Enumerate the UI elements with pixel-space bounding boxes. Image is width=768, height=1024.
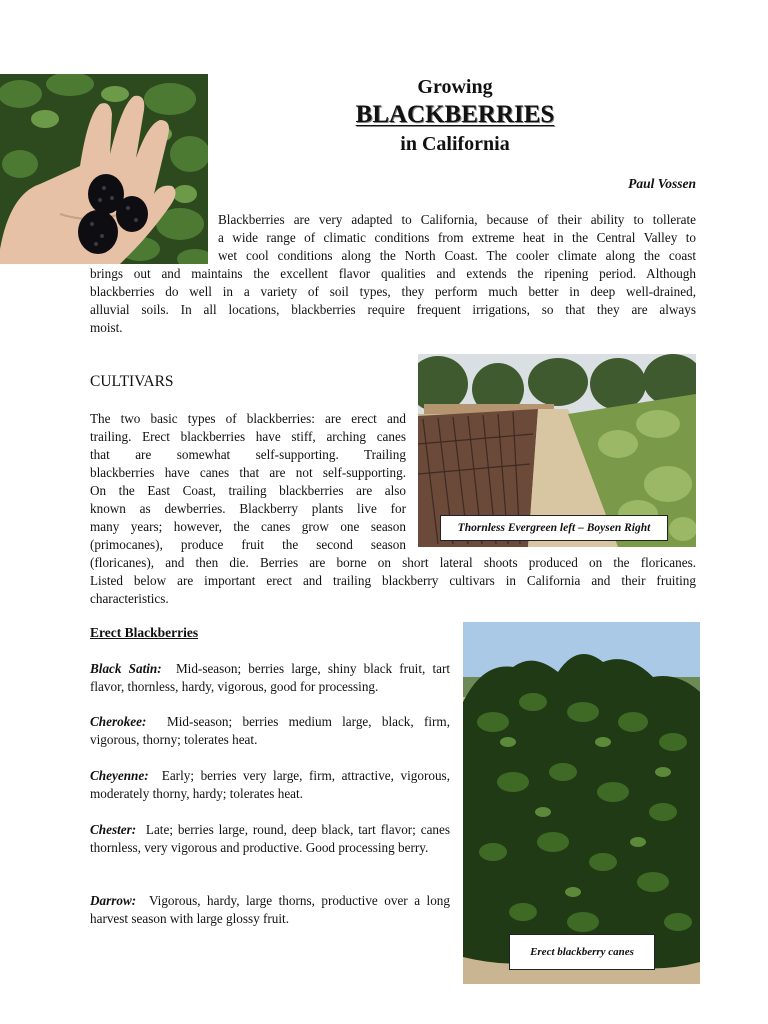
- intro-line: a wide range of climatic conditions from extreme heat in the Central Valley to: [218, 230, 696, 245]
- cultivars-line: (floricanes), and then die. Berries are borne on short lateral shoots produced on the floricanes.: [90, 555, 696, 570]
- cultivars-line: characteristics.: [90, 591, 169, 606]
- intro-line: wet cool conditions along the North Coast. The cooler climate along the coast: [218, 248, 696, 263]
- cultivars-line: The two basic types of blackberries: are erect and: [90, 411, 406, 426]
- cultivar-description: Late; berries large, round, deep black, tart flavor; canes thornless, very vigorous and productive. Good processing berry.: [90, 822, 450, 855]
- field-photo-caption: Thornless Evergreen left – Boysen Right: [440, 515, 668, 541]
- cultivar-entry: [90, 713, 450, 749]
- cultivar-description: Early; berries very large, firm, attractive, vigorous, moderately thorny, hardy; tolerates heat.: [90, 768, 450, 801]
- title-growing: Growing: [417, 76, 493, 98]
- cultivars-line: blackberries have canes that are not self-supporting.: [90, 465, 406, 480]
- erect-blackberries-heading: Erect Blackberries: [90, 625, 199, 640]
- intro-paragraph: [90, 211, 696, 337]
- intro-line: blackberries do well in a variety of soil types, they perform much better in deep well-drained,: [90, 284, 696, 299]
- erect-blackberry-canes-photo: [463, 622, 700, 984]
- intro-line: Blackberries are very adapted to California, because of their ability to tollerate: [218, 212, 696, 227]
- intro-line: moist.: [90, 320, 123, 335]
- cultivar-name: Cheyenne:: [90, 768, 149, 783]
- cultivars-line: (primocanes), produce fruit the second season: [90, 537, 406, 552]
- cultivar-name: Darrow:: [90, 893, 137, 908]
- cultivars-line: that are somewhat self-supporting. Trailing: [90, 447, 406, 462]
- cultivars-heading: CULTIVARS: [90, 373, 174, 390]
- cultivar-description: Mid-season; berries large, shiny black fruit, tart flavor, thornless, hardy, vigorous, good for processing.: [90, 661, 451, 694]
- intro-line: alluvial soils. In all locations, blackberries require frequent irrigations, so that they are always: [90, 302, 696, 317]
- cultivars-line: known as dewberries. Blackberry plants live for: [90, 501, 406, 516]
- title-blackberries: BLACKBERRIES: [355, 101, 555, 128]
- cultivars-line: Listed below are important erect and trailing blackberry cultivars in California and their fruiting: [90, 573, 696, 588]
- cultivar-description: Vigorous, hardy, large thorns, productive over a long harvest season with large glossy fruit.: [90, 893, 450, 926]
- cultivars-paragraph: [90, 410, 696, 608]
- cultivar-description: Mid-season; berries medium large, black, firm, vigorous, thorny; tolerates heat.: [90, 714, 450, 747]
- cultivar-entry: [90, 892, 450, 928]
- title-in-california: in California: [400, 133, 510, 155]
- cultivar-entry: [90, 821, 450, 857]
- erect-photo-caption: Erect blackberry canes: [509, 934, 655, 970]
- author: Paul Vossen: [628, 176, 696, 191]
- cultivars-line: trailing. Erect blackberries have stiff, arching canes: [90, 429, 406, 444]
- cultivar-entry: [90, 660, 450, 696]
- cultivars-line: many years; however, the canes grow one season: [90, 519, 406, 534]
- cultivar-name: Black Satin:: [90, 661, 162, 676]
- cultivars-line: On the East Coast, trailing blackberries are also: [90, 483, 406, 498]
- intro-line: brings out and maintains the excellent flavor qualities and extends the ripening period. Although: [90, 266, 696, 281]
- cultivar-name: Chester:: [90, 822, 137, 837]
- cultivar-entry: [90, 767, 450, 803]
- cultivar-name: Cherokee:: [90, 714, 147, 729]
